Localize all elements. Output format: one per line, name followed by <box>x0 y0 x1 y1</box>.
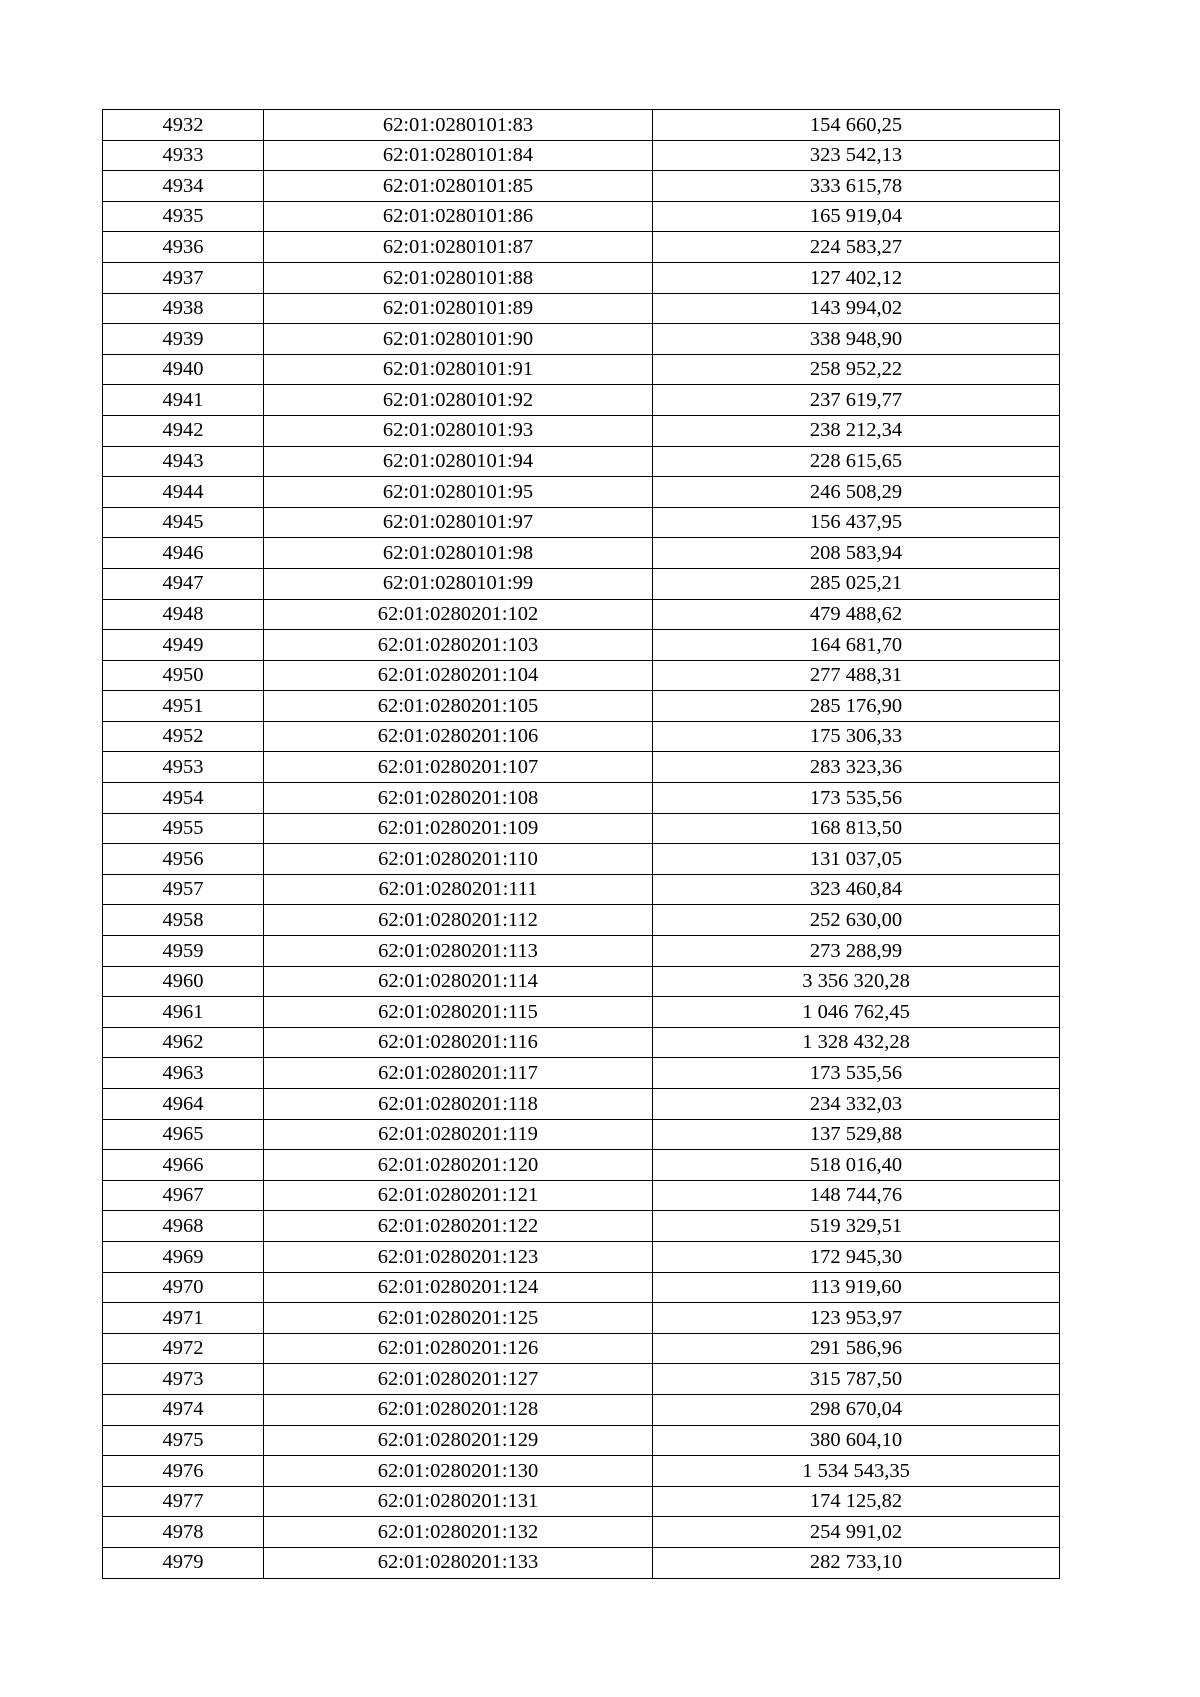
cadastral-value-cell: 123 953,97 <box>653 1303 1060 1334</box>
row-number-cell: 4959 <box>103 936 264 967</box>
table-row <box>103 507 1060 538</box>
table-row <box>103 1241 1060 1272</box>
table-row <box>103 232 1060 263</box>
cadastral-value-cell: 164 681,70 <box>653 630 1060 661</box>
table-row <box>103 446 1060 477</box>
table-row <box>103 1486 1060 1517</box>
cadastral-number-cell: 62:01:0280201:114 <box>264 966 653 997</box>
row-number-cell: 4940 <box>103 354 264 385</box>
table-row <box>103 966 1060 997</box>
row-number-cell: 4964 <box>103 1089 264 1120</box>
row-number-cell: 4949 <box>103 630 264 661</box>
cadastral-value-cell: 148 744,76 <box>653 1180 1060 1211</box>
cadastral-value-cell: 273 288,99 <box>653 936 1060 967</box>
cadastral-value-cell: 285 176,90 <box>653 691 1060 722</box>
row-number-cell: 4963 <box>103 1058 264 1089</box>
cadastral-value-cell: 380 604,10 <box>653 1425 1060 1456</box>
cadastral-value-cell: 333 615,78 <box>653 171 1060 202</box>
row-number-cell: 4976 <box>103 1456 264 1487</box>
row-number-cell: 4941 <box>103 385 264 416</box>
row-number-cell: 4973 <box>103 1364 264 1395</box>
cadastral-number-cell: 62:01:0280201:115 <box>264 997 653 1028</box>
cadastral-value-cell: 298 670,04 <box>653 1394 1060 1425</box>
table-row <box>103 568 1060 599</box>
cadastral-number-cell: 62:01:0280101:97 <box>264 507 653 538</box>
cadastral-value-cell: 282 733,10 <box>653 1547 1060 1578</box>
table-row <box>103 1089 1060 1120</box>
table-row <box>103 1517 1060 1548</box>
table-row <box>103 905 1060 936</box>
row-number-cell: 4942 <box>103 415 264 446</box>
table-row <box>103 385 1060 416</box>
row-number-cell: 4945 <box>103 507 264 538</box>
cadastral-number-cell: 62:01:0280201:103 <box>264 630 653 661</box>
cadastral-value-cell: 246 508,29 <box>653 477 1060 508</box>
cadastral-number-cell: 62:01:0280201:108 <box>264 783 653 814</box>
row-number-cell: 4947 <box>103 568 264 599</box>
row-number-cell: 4938 <box>103 293 264 324</box>
table-row <box>103 630 1060 661</box>
cadastral-value-cell: 172 945,30 <box>653 1241 1060 1272</box>
cadastral-value-cell: 479 488,62 <box>653 599 1060 630</box>
cadastral-number-cell: 62:01:0280201:119 <box>264 1119 653 1150</box>
cadastral-value-cell: 113 919,60 <box>653 1272 1060 1303</box>
cadastral-value-table <box>102 109 1060 1579</box>
table-row <box>103 1425 1060 1456</box>
cadastral-value-cell: 174 125,82 <box>653 1486 1060 1517</box>
table-row <box>103 1303 1060 1334</box>
row-number-cell: 4948 <box>103 599 264 630</box>
table-row <box>103 110 1060 141</box>
row-number-cell: 4967 <box>103 1180 264 1211</box>
row-number-cell: 4970 <box>103 1272 264 1303</box>
table-row <box>103 936 1060 967</box>
cadastral-number-cell: 62:01:0280201:128 <box>264 1394 653 1425</box>
cadastral-value-cell: 208 583,94 <box>653 538 1060 569</box>
row-number-cell: 4968 <box>103 1211 264 1242</box>
row-number-cell: 4952 <box>103 721 264 752</box>
cadastral-number-cell: 62:01:0280101:95 <box>264 477 653 508</box>
cadastral-number-cell: 62:01:0280101:88 <box>264 262 653 293</box>
cadastral-value-cell: 224 583,27 <box>653 232 1060 263</box>
cadastral-value-cell: 127 402,12 <box>653 262 1060 293</box>
cadastral-value-cell: 131 037,05 <box>653 844 1060 875</box>
table-row <box>103 752 1060 783</box>
row-number-cell: 4978 <box>103 1517 264 1548</box>
table-row <box>103 354 1060 385</box>
row-number-cell: 4961 <box>103 997 264 1028</box>
cadastral-value-cell: 1 046 762,45 <box>653 997 1060 1028</box>
row-number-cell: 4962 <box>103 1027 264 1058</box>
row-number-cell: 4958 <box>103 905 264 936</box>
cadastral-number-cell: 62:01:0280101:83 <box>264 110 653 141</box>
cadastral-number-cell: 62:01:0280201:123 <box>264 1241 653 1272</box>
table-row <box>103 538 1060 569</box>
row-number-cell: 4935 <box>103 201 264 232</box>
cadastral-number-cell: 62:01:0280101:91 <box>264 354 653 385</box>
row-number-cell: 4969 <box>103 1241 264 1272</box>
row-number-cell: 4957 <box>103 874 264 905</box>
table-row <box>103 660 1060 691</box>
table-row <box>103 1547 1060 1578</box>
cadastral-value-cell: 234 332,03 <box>653 1089 1060 1120</box>
cadastral-number-cell: 62:01:0280201:112 <box>264 905 653 936</box>
cadastral-number-cell: 62:01:0280201:122 <box>264 1211 653 1242</box>
cadastral-number-cell: 62:01:0280101:89 <box>264 293 653 324</box>
cadastral-number-cell: 62:01:0280201:126 <box>264 1333 653 1364</box>
cadastral-number-cell: 62:01:0280101:84 <box>264 140 653 171</box>
table-row <box>103 1119 1060 1150</box>
row-number-cell: 4933 <box>103 140 264 171</box>
row-number-cell: 4944 <box>103 477 264 508</box>
cadastral-value-cell: 237 619,77 <box>653 385 1060 416</box>
cadastral-value-cell: 285 025,21 <box>653 568 1060 599</box>
cadastral-number-cell: 62:01:0280201:107 <box>264 752 653 783</box>
cadastral-number-cell: 62:01:0280201:133 <box>264 1547 653 1578</box>
cadastral-number-cell: 62:01:0280101:92 <box>264 385 653 416</box>
cadastral-number-cell: 62:01:0280201:120 <box>264 1150 653 1181</box>
row-number-cell: 4936 <box>103 232 264 263</box>
cadastral-value-cell: 315 787,50 <box>653 1364 1060 1395</box>
table-row <box>103 1058 1060 1089</box>
row-number-cell: 4979 <box>103 1547 264 1578</box>
row-number-cell: 4937 <box>103 262 264 293</box>
table-row <box>103 1364 1060 1395</box>
row-number-cell: 4956 <box>103 844 264 875</box>
row-number-cell: 4950 <box>103 660 264 691</box>
table-row <box>103 1333 1060 1364</box>
cadastral-value-cell: 1 534 543,35 <box>653 1456 1060 1487</box>
cadastral-number-cell: 62:01:0280201:105 <box>264 691 653 722</box>
cadastral-value-cell: 175 306,33 <box>653 721 1060 752</box>
table-row <box>103 1394 1060 1425</box>
cadastral-number-cell: 62:01:0280201:121 <box>264 1180 653 1211</box>
table-row <box>103 415 1060 446</box>
table-row <box>103 1456 1060 1487</box>
row-number-cell: 4951 <box>103 691 264 722</box>
cadastral-value-cell: 338 948,90 <box>653 324 1060 355</box>
cadastral-number-cell: 62:01:0280201:113 <box>264 936 653 967</box>
cadastral-number-cell: 62:01:0280201:111 <box>264 874 653 905</box>
table-row <box>103 140 1060 171</box>
cadastral-number-cell: 62:01:0280201:109 <box>264 813 653 844</box>
cadastral-value-cell: 291 586,96 <box>653 1333 1060 1364</box>
cadastral-value-cell: 228 615,65 <box>653 446 1060 477</box>
cadastral-value-cell: 168 813,50 <box>653 813 1060 844</box>
row-number-cell: 4946 <box>103 538 264 569</box>
cadastral-value-cell: 156 437,95 <box>653 507 1060 538</box>
cadastral-value-cell: 3 356 320,28 <box>653 966 1060 997</box>
table-row <box>103 997 1060 1028</box>
table-row <box>103 844 1060 875</box>
table-row <box>103 691 1060 722</box>
row-number-cell: 4972 <box>103 1333 264 1364</box>
row-number-cell: 4954 <box>103 783 264 814</box>
cadastral-number-cell: 62:01:0280201:118 <box>264 1089 653 1120</box>
table-row <box>103 171 1060 202</box>
cadastral-value-cell: 154 660,25 <box>653 110 1060 141</box>
row-number-cell: 4934 <box>103 171 264 202</box>
cadastral-number-cell: 62:01:0280101:90 <box>264 324 653 355</box>
cadastral-number-cell: 62:01:0280201:132 <box>264 1517 653 1548</box>
cadastral-number-cell: 62:01:0280101:98 <box>264 538 653 569</box>
table-row <box>103 599 1060 630</box>
cadastral-number-cell: 62:01:0280201:106 <box>264 721 653 752</box>
cadastral-value-cell: 254 991,02 <box>653 1517 1060 1548</box>
table-row <box>103 324 1060 355</box>
row-number-cell: 4966 <box>103 1150 264 1181</box>
cadastral-number-cell: 62:01:0280201:127 <box>264 1364 653 1395</box>
cadastral-number-cell: 62:01:0280201:130 <box>264 1456 653 1487</box>
table-row <box>103 1211 1060 1242</box>
table-row <box>103 721 1060 752</box>
cadastral-value-cell: 143 994,02 <box>653 293 1060 324</box>
cadastral-number-cell: 62:01:0280201:110 <box>264 844 653 875</box>
table-row <box>103 813 1060 844</box>
row-number-cell: 4974 <box>103 1394 264 1425</box>
cadastral-number-cell: 62:01:0280201:102 <box>264 599 653 630</box>
row-number-cell: 4965 <box>103 1119 264 1150</box>
row-number-cell: 4971 <box>103 1303 264 1334</box>
table-row <box>103 262 1060 293</box>
table-row <box>103 1272 1060 1303</box>
cadastral-number-cell: 62:01:0280201:104 <box>264 660 653 691</box>
cadastral-number-cell: 62:01:0280201:116 <box>264 1027 653 1058</box>
row-number-cell: 4943 <box>103 446 264 477</box>
cadastral-number-cell: 62:01:0280101:85 <box>264 171 653 202</box>
row-number-cell: 4975 <box>103 1425 264 1456</box>
table-row <box>103 477 1060 508</box>
cadastral-value-cell: 323 542,13 <box>653 140 1060 171</box>
cadastral-value-cell: 519 329,51 <box>653 1211 1060 1242</box>
row-number-cell: 4932 <box>103 110 264 141</box>
cadastral-number-cell: 62:01:0280101:87 <box>264 232 653 263</box>
table-row <box>103 293 1060 324</box>
table-row <box>103 783 1060 814</box>
cadastral-value-cell: 323 460,84 <box>653 874 1060 905</box>
cadastral-number-cell: 62:01:0280201:129 <box>264 1425 653 1456</box>
table-row <box>103 1027 1060 1058</box>
cadastral-number-cell: 62:01:0280201:117 <box>264 1058 653 1089</box>
cadastral-value-cell: 137 529,88 <box>653 1119 1060 1150</box>
cadastral-value-cell: 173 535,56 <box>653 1058 1060 1089</box>
cadastral-number-cell: 62:01:0280101:99 <box>264 568 653 599</box>
cadastral-value-cell: 238 212,34 <box>653 415 1060 446</box>
cadastral-number-cell: 62:01:0280201:124 <box>264 1272 653 1303</box>
row-number-cell: 4960 <box>103 966 264 997</box>
cadastral-value-cell: 173 535,56 <box>653 783 1060 814</box>
cadastral-value-cell: 165 919,04 <box>653 201 1060 232</box>
row-number-cell: 4939 <box>103 324 264 355</box>
cadastral-number-cell: 62:01:0280201:125 <box>264 1303 653 1334</box>
cadastral-value-cell: 258 952,22 <box>653 354 1060 385</box>
cadastral-value-cell: 1 328 432,28 <box>653 1027 1060 1058</box>
cadastral-number-cell: 62:01:0280101:86 <box>264 201 653 232</box>
row-number-cell: 4953 <box>103 752 264 783</box>
cadastral-value-cell: 283 323,36 <box>653 752 1060 783</box>
table-row <box>103 1150 1060 1181</box>
cadastral-number-cell: 62:01:0280101:94 <box>264 446 653 477</box>
table-row <box>103 1180 1060 1211</box>
cadastral-value-cell: 277 488,31 <box>653 660 1060 691</box>
table-body <box>103 110 1060 1579</box>
cadastral-number-cell: 62:01:0280201:131 <box>264 1486 653 1517</box>
row-number-cell: 4977 <box>103 1486 264 1517</box>
table-row <box>103 874 1060 905</box>
cadastral-value-cell: 518 016,40 <box>653 1150 1060 1181</box>
row-number-cell: 4955 <box>103 813 264 844</box>
cadastral-number-cell: 62:01:0280101:93 <box>264 415 653 446</box>
cadastral-value-cell: 252 630,00 <box>653 905 1060 936</box>
table-row <box>103 201 1060 232</box>
